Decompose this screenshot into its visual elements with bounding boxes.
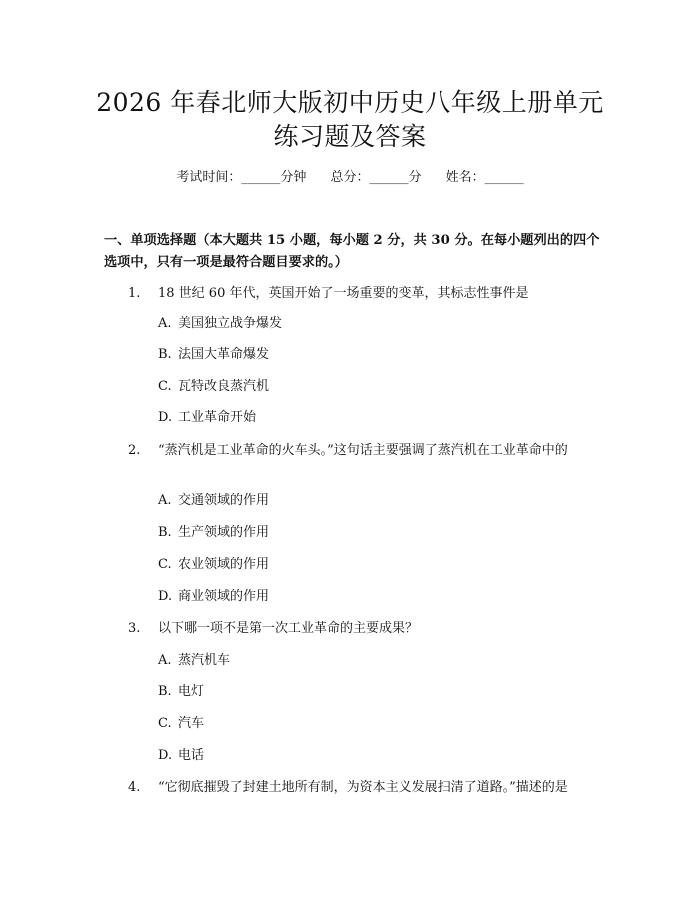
exam-time: 考试时间：______分钟 — [176, 170, 307, 185]
exam-total-score: 总分：______分 — [330, 170, 422, 185]
question-text: “蒸汽机是工业革命的火车头。”这句话主要强调了蒸汽机在工业革命中的 — [158, 443, 568, 458]
question-number: 2. — [128, 443, 141, 458]
question-2-option-a — [158, 491, 269, 511]
option-text: 电话 — [178, 748, 205, 763]
question-1 — [104, 283, 604, 304]
question-3-option-b — [158, 682, 204, 702]
question-1-option-a — [158, 314, 282, 334]
question-2-option-b — [158, 523, 269, 543]
option-text: 商业领域的作用 — [178, 589, 270, 604]
option-letter: B. — [158, 347, 172, 362]
question-number: 4. — [128, 780, 141, 795]
option-text: 美国独立战争爆发 — [178, 316, 283, 331]
question-2-option-c — [158, 555, 269, 575]
question-4 — [104, 777, 604, 798]
option-text: 汽车 — [178, 716, 205, 731]
option-letter: D. — [158, 589, 173, 604]
document-title-line-2: 练习题及答案 — [273, 122, 427, 151]
option-text: 电灯 — [178, 684, 205, 699]
question-text: 以下哪一项不是第一次工业革命的主要成果？ — [158, 621, 419, 636]
question-text: 18 世纪 60 年代，英国开始了一场重要的变革，其标志性事件是 — [158, 286, 529, 301]
option-letter: A. — [158, 653, 172, 668]
question-3 — [104, 618, 604, 639]
option-text: 农业领域的作用 — [178, 557, 270, 572]
question-text: “它彻底摧毁了封建土地所有制，为资本主义发展扫清了道路。”描述的是 — [158, 780, 568, 795]
option-letter: C. — [158, 379, 172, 394]
question-2-option-d — [158, 587, 269, 607]
question-1-option-c — [158, 377, 269, 397]
option-text: 工业革命开始 — [178, 410, 257, 425]
option-letter: B. — [158, 525, 172, 540]
question-number: 3. — [128, 621, 141, 636]
option-text: 法国大革命爆发 — [178, 347, 270, 362]
section-heading-single-choice: 一、单项选择题（本大题共 15 小题，每小题 2 分，共 30 分。在每小题列出的四个选项中，只有一项是最符合题目要求的。） — [104, 233, 600, 270]
question-3-option-a — [158, 651, 230, 671]
question-2 — [104, 440, 604, 461]
question-1-option-b — [158, 345, 269, 365]
exam-info — [0, 168, 700, 188]
question-1-option-d — [158, 408, 256, 428]
option-letter: C. — [158, 557, 172, 572]
document-title-line-1: 2026 年春北师大版初中历史八年级上册单元 — [96, 88, 604, 117]
option-text: 蒸汽机车 — [178, 653, 231, 668]
option-letter: A. — [158, 316, 172, 331]
question-number: 1. — [128, 286, 141, 301]
option-letter: A. — [158, 493, 172, 508]
student-name: 姓名：______ — [445, 170, 524, 185]
option-text: 瓦特改良蒸汽机 — [178, 379, 270, 394]
option-letter: D. — [158, 748, 173, 763]
option-letter: B. — [158, 684, 172, 699]
question-3-option-c — [158, 714, 204, 734]
option-letter: D. — [158, 410, 173, 425]
option-text: 交通领域的作用 — [178, 493, 270, 508]
option-text: 生产领域的作用 — [178, 525, 270, 540]
question-3-option-d — [158, 746, 204, 766]
option-letter: C. — [158, 716, 172, 731]
